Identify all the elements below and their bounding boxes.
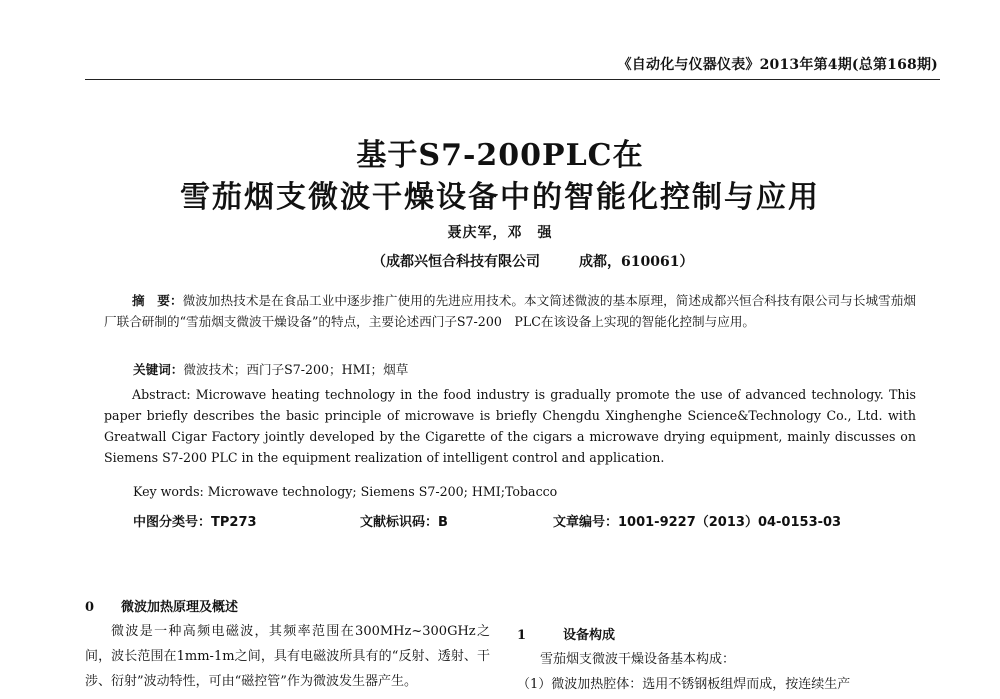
- abstract-cn: [104, 290, 916, 332]
- section-1-heading: [517, 624, 615, 643]
- clc-number: 中图分类号：TP273: [133, 515, 257, 530]
- journal-header: 《自动化与仪器仪表》2013年第4期(总第168期): [617, 57, 938, 73]
- affiliation-city: 成都，610061）: [579, 254, 694, 270]
- title-line-2: 雪茄烟支微波干燥设备中的智能化控制与应用: [180, 180, 820, 215]
- authors: 聂庆军，邓 强: [447, 225, 553, 241]
- affiliation: [372, 251, 693, 271]
- article-number: 文章编号：1001-9227（2013）04-0153-03: [553, 515, 842, 530]
- section-1-title: 设备构成: [563, 628, 616, 643]
- title-line-1: 基于S7-200PLC在: [356, 138, 644, 173]
- abstract-en: [104, 384, 916, 468]
- header-rule: [85, 79, 940, 80]
- section-1-body: [517, 647, 940, 697]
- affiliation-org: （成都兴恒合科技有限公司: [372, 254, 540, 270]
- section-0-heading: [85, 596, 238, 615]
- document-code: 文献标识码：B: [360, 515, 448, 530]
- keywords-cn-text: 微波技术；西门子S7-200；HMI；烟草: [183, 362, 409, 377]
- abstract-cn-label: 摘 要：: [132, 293, 183, 308]
- section-0-paragraph: 微波是一种高频电磁波，其频率范围在300MHz~300GHz之间，波长范围在1mm-1m之间，具有电磁波所具有的“反射、透射、干涉、衍射”波动特性，可由“磁控管”作为微波发生器产生。: [85, 624, 490, 689]
- section-0-title: 微波加热原理及概述: [121, 600, 239, 615]
- section-1-line-1: 雪茄烟支微波干燥设备基本构成：: [540, 652, 736, 667]
- abstract-cn-text: 微波加热技术是在食品工业中逐步推广使用的先进应用技术。本文简述微波的基本原理，简述成都兴恒合科技有限公司与长城雪茄烟厂联合研制的“雪茄烟支微波干燥设备”的特点，主要论述西门子S7-200 PLC在该设备上实现的智能化控制与应用。: [104, 293, 917, 329]
- abstract-en-text: Abstract: Microwave heating technology in the food industry is gradually promote the use of advanced technology. This paper briefly describes the basic principle of microwave is briefly Chengdu Xinghenghe Science&Technology Co., Ltd. with Greatwall Cigar Factory jointly developed by the Cigarette of the cigars a microwave drying equipment, mainly discusses on Siemens S7-200 PLC in the equipment realization of intelligent control and application.: [104, 387, 916, 465]
- keywords-cn: [133, 359, 408, 378]
- section-0-number: 0: [85, 600, 95, 615]
- keywords-en: Key words: Microwave technology; Siemens S7-200; HMI;Tobacco: [133, 484, 558, 499]
- section-0-body: [85, 619, 490, 694]
- section-1-number: 1: [517, 628, 527, 643]
- section-1-line-2: （1）微波加热腔体：选用不锈钢板组焊而成，按连续生产: [517, 677, 851, 692]
- keywords-cn-label: 关键词：: [133, 362, 184, 377]
